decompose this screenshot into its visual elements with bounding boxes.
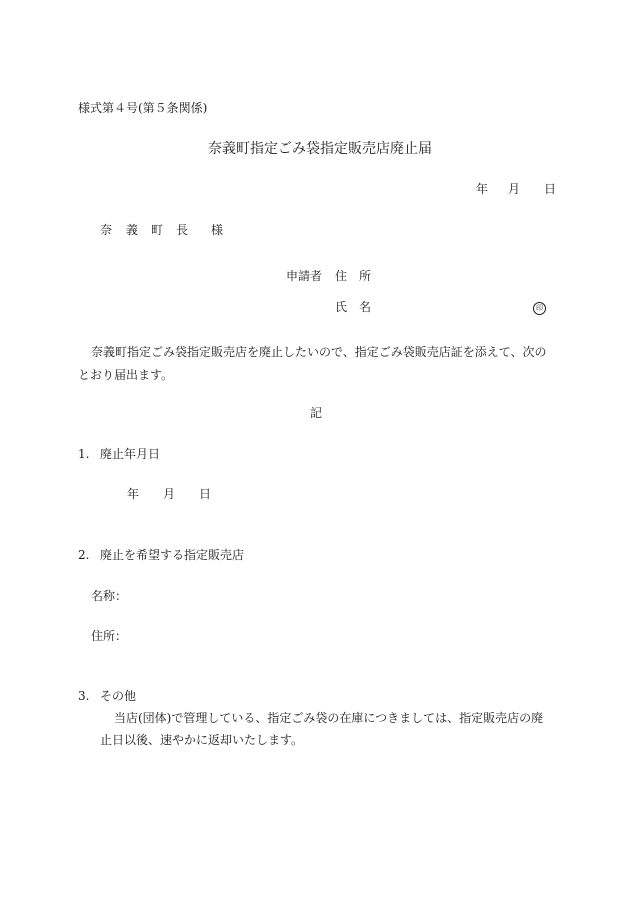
date-day-label: 日 (544, 182, 557, 196)
addressee-honorific: 様 (211, 223, 224, 237)
addressee-char-1: 奈 (100, 223, 113, 237)
address-label: 住 所 (335, 269, 372, 283)
item-1-year-label: 年 (127, 487, 140, 501)
applicant-label: 申請者 (286, 269, 323, 283)
date-year-label: 年 (476, 182, 489, 196)
body-text-line-2: とおり届出ます。 (78, 368, 174, 382)
date-month-label: 月 (508, 182, 521, 196)
item-3-number: 3. (78, 689, 90, 703)
addressee-char-4: 長 (176, 223, 189, 237)
page-title: 奈義町指定ごみ袋指定販売店廃止届 (208, 141, 432, 157)
item-1-day-label: 日 (199, 487, 212, 501)
addressee-char-2: 義 (126, 223, 139, 237)
item-2-number: 2. (78, 548, 90, 562)
item-3-title: その他 (100, 689, 137, 703)
seal-icon: 印 (533, 302, 546, 315)
item-1-title: 廃止年月日 (100, 447, 161, 461)
body-text-line-1: 奈義町指定ごみ袋指定販売店を廃止したいので、指定ごみ袋販売店証を添えて、次の (91, 345, 547, 359)
form-number: 様式第４号(第５条関係) (78, 101, 208, 115)
store-address-label: 住所： (91, 629, 128, 643)
item-1-month-label: 月 (163, 487, 176, 501)
item-3-text-line-2: 止日以後、速やかに返却いたします。 (100, 733, 304, 747)
item-3-text-line-1: 当店(団体)で管理している、指定ごみ袋の在庫につきましては、指定販売店の廃 (114, 711, 544, 725)
name-label: 氏 名 (335, 300, 372, 314)
item-1-number: 1. (78, 447, 90, 461)
seal-mark (533, 300, 546, 315)
item-2-title: 廃止を希望する指定販売店 (100, 548, 245, 562)
ki-heading: 記 (310, 406, 323, 420)
addressee-char-3: 町 (151, 223, 164, 237)
store-name-label: 名称： (91, 589, 128, 603)
